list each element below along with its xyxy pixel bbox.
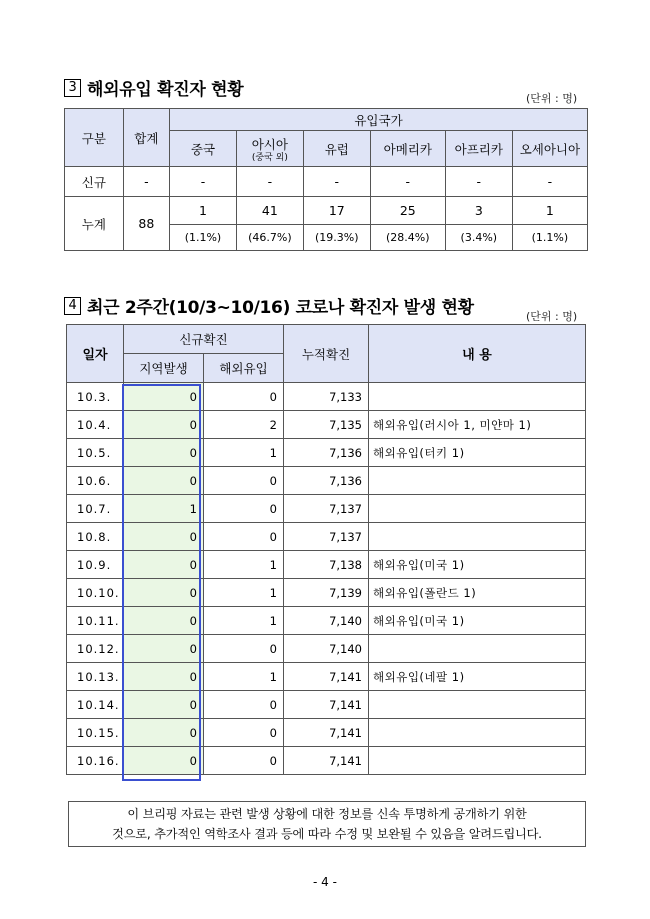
- header-country: 오세아니아: [512, 131, 587, 167]
- cell-imported: 0: [204, 719, 284, 747]
- cell-date: 10.15.: [67, 719, 124, 747]
- cell-imported: 1: [204, 607, 284, 635]
- header-local: 지역발생: [124, 354, 204, 383]
- header-content: 내 용: [369, 325, 586, 383]
- cell-value: -: [170, 167, 237, 197]
- cell-imported: 0: [204, 467, 284, 495]
- cell-content: [369, 523, 586, 551]
- table-row: [67, 467, 586, 495]
- cell-percent: (1.1%): [512, 225, 587, 251]
- cell-local: 0: [124, 747, 204, 775]
- cell-content: 해외유입(네팔 1): [369, 663, 586, 691]
- cell-percent: (3.4%): [445, 225, 512, 251]
- cell-cumulative: 7,141: [284, 691, 369, 719]
- daily-cases-table: [66, 324, 586, 775]
- cell-percent: (46.7%): [236, 225, 303, 251]
- cell-date: 10.8.: [67, 523, 124, 551]
- table-row: [67, 635, 586, 663]
- cell-content: [369, 719, 586, 747]
- cell-imported: 0: [204, 635, 284, 663]
- table-row: [67, 383, 586, 411]
- cell-imported: 0: [204, 691, 284, 719]
- cell-date: 10.16.: [67, 747, 124, 775]
- cell-imported: 0: [204, 383, 284, 411]
- cell-date: 10.12.: [67, 635, 124, 663]
- cell-date: 10.6.: [67, 467, 124, 495]
- section3-title-text: 해외유입 확진자 현황: [87, 80, 244, 100]
- section4-number: 4: [64, 297, 81, 315]
- header-country: 유럽: [303, 131, 370, 167]
- table-row: [67, 579, 586, 607]
- cell-value: 1: [170, 197, 237, 225]
- cell-value: -: [236, 167, 303, 197]
- table-row-cumulative: [65, 197, 588, 225]
- cell-local: 0: [124, 439, 204, 467]
- cell-value: 17: [303, 197, 370, 225]
- cell-value: -: [512, 167, 587, 197]
- cell-date: 10.4.: [67, 411, 124, 439]
- cell-cumulative: 7,136: [284, 439, 369, 467]
- cell-imported: 1: [204, 439, 284, 467]
- cell-local: 0: [124, 607, 204, 635]
- table-row: [67, 523, 586, 551]
- cell-imported: 1: [204, 551, 284, 579]
- cell-cumulative: 7,141: [284, 663, 369, 691]
- cell-content: [369, 747, 586, 775]
- cell-imported: 1: [204, 663, 284, 691]
- cell-value: 25: [370, 197, 445, 225]
- cell-content: [369, 495, 586, 523]
- cell-local: 1: [124, 495, 204, 523]
- imported-cases-table: [64, 108, 588, 251]
- cell-local: 0: [124, 467, 204, 495]
- cell-local: 0: [124, 411, 204, 439]
- header-imported: 해외유입: [204, 354, 284, 383]
- cell-cumulative: 7,141: [284, 719, 369, 747]
- cell-date: 10.7.: [67, 495, 124, 523]
- cell-date: 10.13.: [67, 663, 124, 691]
- cell-local: 0: [124, 383, 204, 411]
- section4-title-text: 최근 2주간(10/3~10/16) 코로나 확진자 발생 현황: [87, 298, 474, 318]
- cell-imported: 1: [204, 579, 284, 607]
- cell-local: 0: [124, 523, 204, 551]
- cell-cumulative: 7,140: [284, 635, 369, 663]
- cell-cumulative: 7,137: [284, 495, 369, 523]
- table-row: [67, 663, 586, 691]
- table-row: [67, 411, 586, 439]
- cell-value: -: [445, 167, 512, 197]
- cell-date: 10.3.: [67, 383, 124, 411]
- page-number: - 4 -: [313, 875, 337, 889]
- row-label: 누계: [65, 197, 124, 251]
- table-row: [67, 747, 586, 775]
- section3-unit: (단위 : 명): [526, 92, 578, 105]
- header-category: 구분: [65, 109, 124, 167]
- cell-cumulative: 7,139: [284, 579, 369, 607]
- header-country: 중국: [170, 131, 237, 167]
- header-total: 합계: [123, 109, 169, 167]
- table-row: [67, 495, 586, 523]
- cell-content: [369, 383, 586, 411]
- cell-total: -: [123, 167, 169, 197]
- header-new-group: 신규확진: [124, 325, 284, 354]
- cell-content: [369, 691, 586, 719]
- header-country: 아메리카: [370, 131, 445, 167]
- section4-title: [64, 293, 474, 318]
- header-date: 일자: [67, 325, 124, 383]
- cell-percent: (28.4%): [370, 225, 445, 251]
- table-row: [67, 691, 586, 719]
- cell-local: 0: [124, 663, 204, 691]
- cell-local: 0: [124, 579, 204, 607]
- cell-cumulative: 7,135: [284, 411, 369, 439]
- cell-date: 10.9.: [67, 551, 124, 579]
- table-row-new: [65, 167, 588, 197]
- cell-content: 해외유입(미국 1): [369, 551, 586, 579]
- section3-number: 3: [64, 79, 81, 97]
- cell-content: 해외유입(러시아 1, 미얀마 1): [369, 411, 586, 439]
- cell-local: 0: [124, 719, 204, 747]
- table-row: [67, 607, 586, 635]
- cell-content: 해외유입(폴란드 1): [369, 579, 586, 607]
- cell-value: 41: [236, 197, 303, 225]
- table-row: [67, 551, 586, 579]
- notice-line-2: 것으로, 추가적인 역학조사 결과 등에 따라 수정 및 보완될 수 있음을 알려드립니다.: [112, 827, 542, 841]
- cell-imported: 0: [204, 747, 284, 775]
- header-countries-group: 유입국가: [170, 109, 588, 131]
- cell-local: 0: [124, 635, 204, 663]
- cell-date: 10.11.: [67, 607, 124, 635]
- cell-percent: (19.3%): [303, 225, 370, 251]
- cell-content: 해외유입(터키 1): [369, 439, 586, 467]
- cell-cumulative: 7,133: [284, 383, 369, 411]
- cell-date: 10.10.: [67, 579, 124, 607]
- cell-value: -: [303, 167, 370, 197]
- table-row: [67, 439, 586, 467]
- row-label: 신규: [65, 167, 124, 197]
- cell-percent: (1.1%): [170, 225, 237, 251]
- cell-cumulative: 7,140: [284, 607, 369, 635]
- cell-local: 0: [124, 691, 204, 719]
- section3-title: [64, 75, 243, 100]
- cell-value: 3: [445, 197, 512, 225]
- cell-local: 0: [124, 551, 204, 579]
- cell-cumulative: 7,136: [284, 467, 369, 495]
- header-country: 아시아 (중국 외): [236, 131, 303, 167]
- cell-value: -: [370, 167, 445, 197]
- header-country: 아프리카: [445, 131, 512, 167]
- cell-imported: 0: [204, 523, 284, 551]
- header-cumulative: 누적확진: [284, 325, 369, 383]
- cell-imported: 0: [204, 495, 284, 523]
- cell-cumulative: 7,141: [284, 747, 369, 775]
- cell-cumulative: 7,138: [284, 551, 369, 579]
- cell-imported: 2: [204, 411, 284, 439]
- cell-content: 해외유입(미국 1): [369, 607, 586, 635]
- notice-line-1: 이 브리핑 자료는 관련 발생 상황에 대한 정보를 신속 투명하게 공개하기 위한: [127, 807, 527, 821]
- cell-value: 1: [512, 197, 587, 225]
- cell-content: [369, 635, 586, 663]
- table-row: [67, 719, 586, 747]
- cell-date: 10.14.: [67, 691, 124, 719]
- cell-total: 88: [123, 197, 169, 251]
- notice-box: [68, 801, 586, 847]
- daily-cases-body: [67, 383, 586, 775]
- cell-content: [369, 467, 586, 495]
- cell-date: 10.5.: [67, 439, 124, 467]
- cell-cumulative: 7,137: [284, 523, 369, 551]
- section4-unit: (단위 : 명): [526, 310, 578, 323]
- table-header-row-1: [67, 325, 586, 354]
